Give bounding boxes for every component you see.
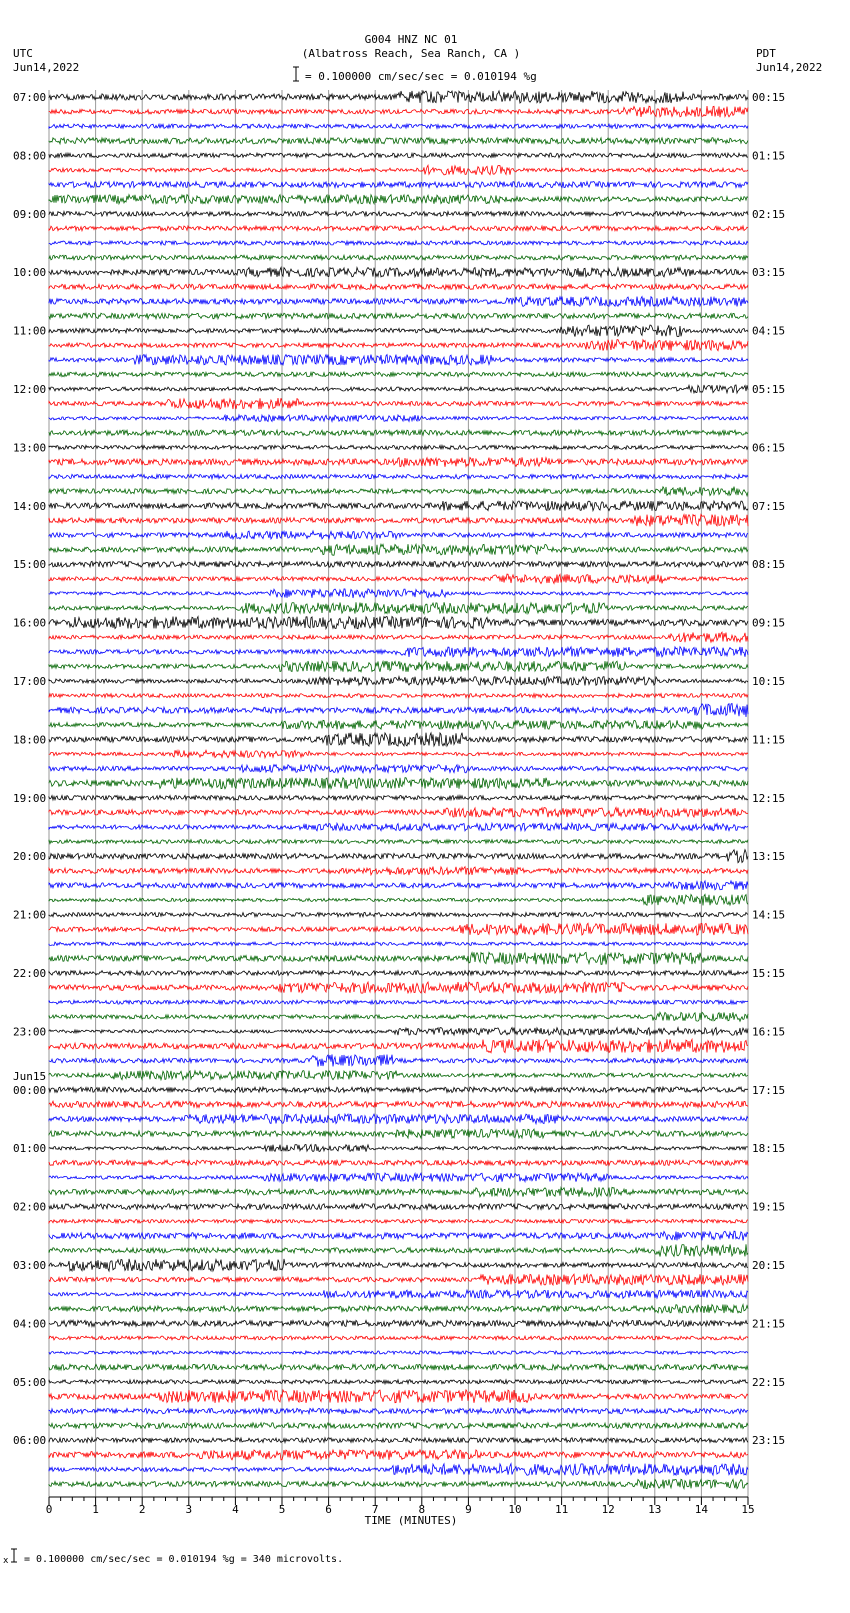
trace-62 <box>49 1000 748 1004</box>
x-tick-label: 1 <box>92 1503 99 1516</box>
left-hour-label: 21:00 <box>13 908 47 922</box>
x-tick-label: 3 <box>185 1503 193 1516</box>
x-tick-label: 11 <box>554 1503 569 1516</box>
left-hour-label: 18:00 <box>13 733 47 747</box>
trace-14 <box>49 297 748 307</box>
trace-53 <box>49 867 748 876</box>
left-hour-label: 05:00 <box>13 1375 47 1389</box>
right-hour-label: 17:15 <box>752 1083 786 1097</box>
left-hour-label: 01:00 <box>13 1142 47 1156</box>
right-hour-label: 05:15 <box>752 383 786 396</box>
trace-59 <box>49 952 748 964</box>
left-hour-label: 19:00 <box>13 791 47 805</box>
right-hour-label: 18:15 <box>752 1142 786 1156</box>
trace-39 <box>49 661 748 672</box>
right-hour-label: 03:15 <box>752 266 786 280</box>
right-hour-label: 16:15 <box>752 1025 786 1039</box>
x-tick-label: 9 <box>465 1503 472 1516</box>
trace-34 <box>49 589 748 598</box>
trace-85 <box>49 1336 748 1340</box>
trace-68 <box>49 1087 748 1092</box>
trace-55 <box>49 894 748 905</box>
trace-41 <box>49 694 748 698</box>
left-hour-label: 22:00 <box>13 967 47 980</box>
trace-63 <box>49 1012 748 1021</box>
trace-28 <box>49 501 748 511</box>
trace-49 <box>49 808 748 818</box>
trace-83 <box>49 1305 748 1314</box>
x-tick-label: 15 <box>741 1503 755 1516</box>
trace-69 <box>49 1101 748 1107</box>
trace-65 <box>49 1039 748 1053</box>
trace-30 <box>49 531 748 539</box>
right-hour-label: 21:15 <box>752 1317 786 1331</box>
trace-5 <box>49 165 748 175</box>
trace-56 <box>49 912 748 916</box>
left-hour-label: 04:00 <box>13 1317 47 1331</box>
trace-84 <box>49 1320 748 1326</box>
trace-43 <box>49 720 748 729</box>
trace-48 <box>49 795 748 800</box>
left-hour-label: 20:00 <box>13 850 47 864</box>
right-hour-label: 09:15 <box>752 616 786 630</box>
trace-11 <box>49 255 748 260</box>
right-hour-label: 06:15 <box>752 441 786 455</box>
x-tick-label: 0 <box>45 1503 53 1516</box>
left-hour-label: 15:00 <box>13 558 47 572</box>
trace-88 <box>49 1380 748 1384</box>
trace-32 <box>49 561 748 567</box>
left-hour-label: 08:00 <box>13 149 47 163</box>
trace-31 <box>49 544 748 555</box>
left-timezone: UTC <box>13 47 33 60</box>
left-hour-label: 10:00 <box>13 266 47 280</box>
right-hour-label: 07:15 <box>752 499 786 513</box>
trace-44 <box>49 733 748 746</box>
trace-18 <box>49 355 748 366</box>
trace-91 <box>49 1423 748 1429</box>
trace-45 <box>49 750 748 757</box>
trace-75 <box>49 1187 748 1197</box>
x-axis-label: TIME (MINUTES) <box>364 1514 458 1527</box>
scale-label: = 0.100000 cm/sec/sec = 0.010194 %g <box>305 70 537 83</box>
trace-64 <box>49 1028 748 1036</box>
trace-47 <box>49 778 748 789</box>
right-hour-label: 22:15 <box>752 1375 786 1389</box>
trace-22 <box>49 415 748 421</box>
x-tick-label: 5 <box>278 1503 286 1516</box>
footer-scale-prefix: x <box>3 1556 9 1566</box>
left-hour-label: 14:00 <box>13 499 47 513</box>
right-hour-label: 12:15 <box>752 791 786 805</box>
left-hour-label: 07:00 <box>13 91 47 104</box>
trace-26 <box>49 474 748 479</box>
trace-29 <box>49 514 748 526</box>
right-hour-label: 00:15 <box>752 91 786 104</box>
trace-24 <box>49 445 748 449</box>
trace-4 <box>49 153 748 158</box>
trace-group <box>49 91 748 1489</box>
left-hour-label: 16:00 <box>13 616 47 630</box>
trace-94 <box>49 1464 748 1476</box>
trace-2 <box>49 124 748 128</box>
trace-20 <box>49 385 748 393</box>
trace-12 <box>49 268 748 277</box>
trace-9 <box>49 226 748 231</box>
trace-10 <box>49 241 748 245</box>
left-hour-label: 23:00 <box>13 1025 47 1039</box>
x-tick-label: 7 <box>371 1503 379 1516</box>
station-title: G004 HNZ NC 01 <box>364 33 458 46</box>
right-hour-label: 04:15 <box>752 324 786 338</box>
trace-15 <box>49 313 748 319</box>
x-tick-label: 13 <box>648 1503 662 1516</box>
right-hour-label: 11:15 <box>752 733 786 747</box>
trace-89 <box>49 1390 748 1403</box>
right-hour-label: 02:15 <box>752 207 786 221</box>
left-hour-label: 03:00 <box>13 1259 47 1272</box>
trace-6 <box>49 182 748 188</box>
trace-52 <box>49 850 748 863</box>
trace-72 <box>49 1145 748 1152</box>
trace-80 <box>49 1259 748 1271</box>
trace-67 <box>49 1071 748 1080</box>
trace-77 <box>49 1219 748 1223</box>
footer-scale-bar-icon <box>11 1549 17 1562</box>
trace-36 <box>49 617 748 629</box>
right-timezone: PDT <box>756 47 776 60</box>
trace-73 <box>49 1160 748 1165</box>
right-hour-label: 19:15 <box>752 1200 786 1214</box>
trace-79 <box>49 1244 748 1256</box>
trace-76 <box>49 1204 748 1210</box>
trace-33 <box>49 574 748 583</box>
left-hour-label: 13:00 <box>13 441 47 455</box>
trace-81 <box>49 1274 748 1285</box>
trace-60 <box>49 971 748 976</box>
trace-61 <box>49 982 748 993</box>
left-hour-label: 06:00 <box>13 1434 47 1448</box>
right-hour-label: 15:15 <box>752 967 786 980</box>
x-tick-label: 6 <box>325 1503 332 1516</box>
trace-16 <box>49 325 748 337</box>
trace-92 <box>49 1438 748 1443</box>
right-hour-label: 23:15 <box>752 1434 786 1448</box>
trace-27 <box>49 487 748 496</box>
trace-95 <box>49 1479 748 1488</box>
right-hour-label: 01:15 <box>752 149 786 163</box>
trace-54 <box>49 881 748 890</box>
trace-40 <box>49 677 748 686</box>
trace-74 <box>49 1173 748 1182</box>
trace-25 <box>49 457 748 467</box>
trace-90 <box>49 1408 748 1413</box>
left-hour-label: 09:00 <box>13 207 47 221</box>
footer-scale-note: = 0.100000 cm/sec/sec = 0.010194 %g = 340 microvolts. <box>24 1554 344 1565</box>
trace-23 <box>49 430 748 436</box>
x-tick-label: 12 <box>601 1503 615 1516</box>
location-title: (Albatross Reach, Sea Ranch, CA ) <box>301 47 521 60</box>
trace-46 <box>49 765 748 773</box>
trace-57 <box>49 923 748 935</box>
trace-70 <box>49 1114 748 1124</box>
right-hour-label: 08:15 <box>752 558 786 572</box>
trace-82 <box>49 1290 748 1298</box>
left-hour-label: 00:00 <box>13 1083 47 1097</box>
left-date: Jun14,2022 <box>13 61 80 74</box>
trace-7 <box>49 195 748 204</box>
trace-87 <box>49 1364 748 1370</box>
trace-78 <box>49 1231 748 1240</box>
trace-58 <box>49 942 748 945</box>
trace-42 <box>49 704 748 718</box>
trace-86 <box>49 1351 748 1354</box>
day-change-label: Jun15 <box>13 1069 47 1083</box>
trace-35 <box>49 602 748 613</box>
trace-0 <box>49 91 748 103</box>
trace-1 <box>49 106 748 117</box>
trace-66 <box>49 1054 748 1066</box>
left-hour-label: 12:00 <box>13 383 47 396</box>
trace-38 <box>49 647 748 657</box>
x-tick-label: 14 <box>694 1503 709 1516</box>
x-tick-label: 8 <box>418 1503 426 1516</box>
x-tick-label: 4 <box>232 1503 239 1516</box>
trace-21 <box>49 398 748 409</box>
left-hour-label: 11:00 <box>13 324 47 338</box>
right-date: Jun14,2022 <box>756 61 823 74</box>
left-hour-label: 02:00 <box>13 1200 47 1214</box>
scale-bar-icon <box>293 67 299 81</box>
trace-37 <box>49 632 748 642</box>
trace-93 <box>49 1450 748 1460</box>
right-hour-label: 20:15 <box>752 1259 786 1272</box>
x-tick-label: 10 <box>508 1503 522 1516</box>
left-hour-label: 17:00 <box>13 675 47 688</box>
trace-50 <box>49 823 748 831</box>
right-hour-label: 13:15 <box>752 850 786 864</box>
trace-8 <box>49 211 748 216</box>
right-hour-label: 10:15 <box>752 675 786 688</box>
trace-3 <box>49 138 748 144</box>
trace-17 <box>49 340 748 351</box>
trace-51 <box>49 840 748 844</box>
trace-19 <box>49 372 748 377</box>
trace-71 <box>49 1129 748 1138</box>
trace-13 <box>49 284 748 289</box>
right-hour-label: 14:15 <box>752 908 786 922</box>
x-tick-label: 2 <box>138 1503 146 1516</box>
